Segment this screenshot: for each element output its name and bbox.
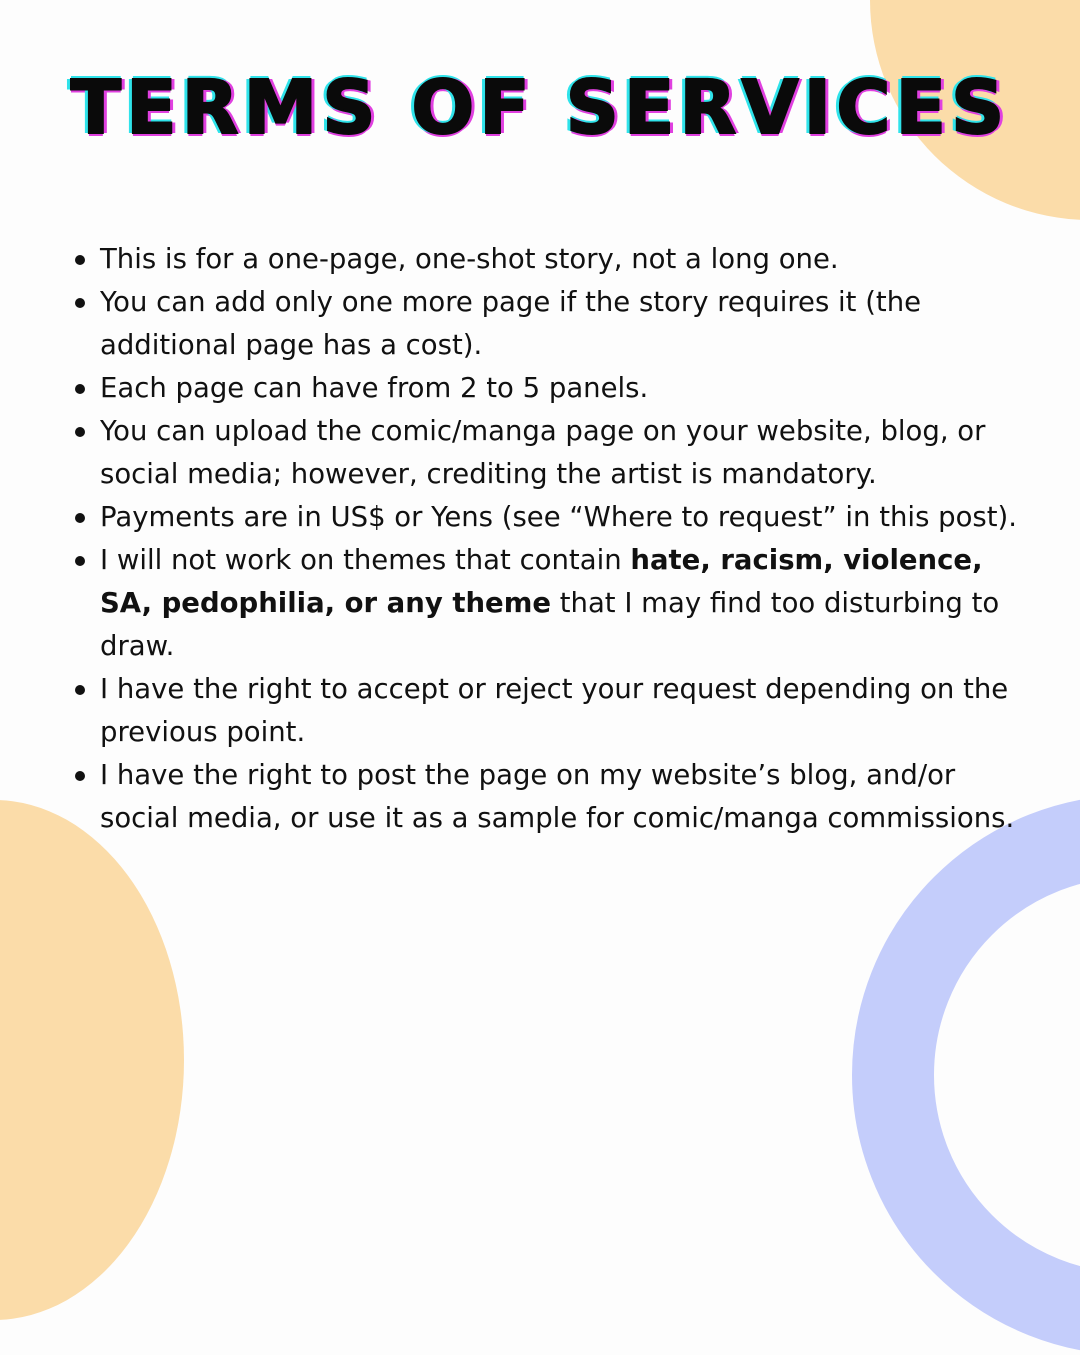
term-item-6 <box>100 539 1025 668</box>
bullet-icon <box>75 685 85 695</box>
bullet-icon <box>75 384 85 394</box>
page-title: TERMS OF SERVICES <box>70 65 1010 151</box>
term-text-tail: that I may find too disturbing to draw. <box>100 587 1000 662</box>
term-item-7 <box>100 668 1025 754</box>
term-text: This is for a one-page, one-shot story, not a long one. <box>100 243 839 275</box>
term-item-8 <box>100 754 1025 840</box>
bullet-icon <box>75 298 85 308</box>
term-text-lead: I will not work on themes that contain <box>100 544 631 576</box>
term-item-3 <box>100 367 1025 410</box>
term-text: I have the right to post the page on my website’s blog, and/or social media, or use it as a sample for comic/manga commissions. <box>100 759 1015 834</box>
term-text: You can upload the comic/manga page on your website, blog, or social media; however, crediting the artist is mandatory. <box>100 415 986 490</box>
term-text: Each page can have from 2 to 5 panels. <box>100 372 649 404</box>
term-text: Payments are in US$ or Yens (see “Where to request” in this post). <box>100 501 1017 533</box>
bullet-icon <box>75 255 85 265</box>
terms-list <box>100 238 1025 840</box>
term-item-1 <box>100 238 1025 281</box>
bullet-icon <box>75 513 85 523</box>
bullet-icon <box>75 771 85 781</box>
term-item-4 <box>100 410 1025 496</box>
term-text-emphasis: hate, racism, violence, SA, pedophilia, or any theme <box>100 544 983 619</box>
term-text: I have the right to accept or reject your request depending on the previous point. <box>100 673 1009 748</box>
decorative-lavender-ring-bottom-right <box>852 795 1080 1355</box>
bullet-icon <box>75 427 85 437</box>
term-text: You can add only one more page if the story requires it (the additional page has a cost). <box>100 286 922 361</box>
term-item-5 <box>100 496 1025 539</box>
term-item-2 <box>100 281 1025 367</box>
bullet-icon <box>75 556 85 566</box>
decorative-peach-circle-bottom-left <box>0 800 184 1320</box>
